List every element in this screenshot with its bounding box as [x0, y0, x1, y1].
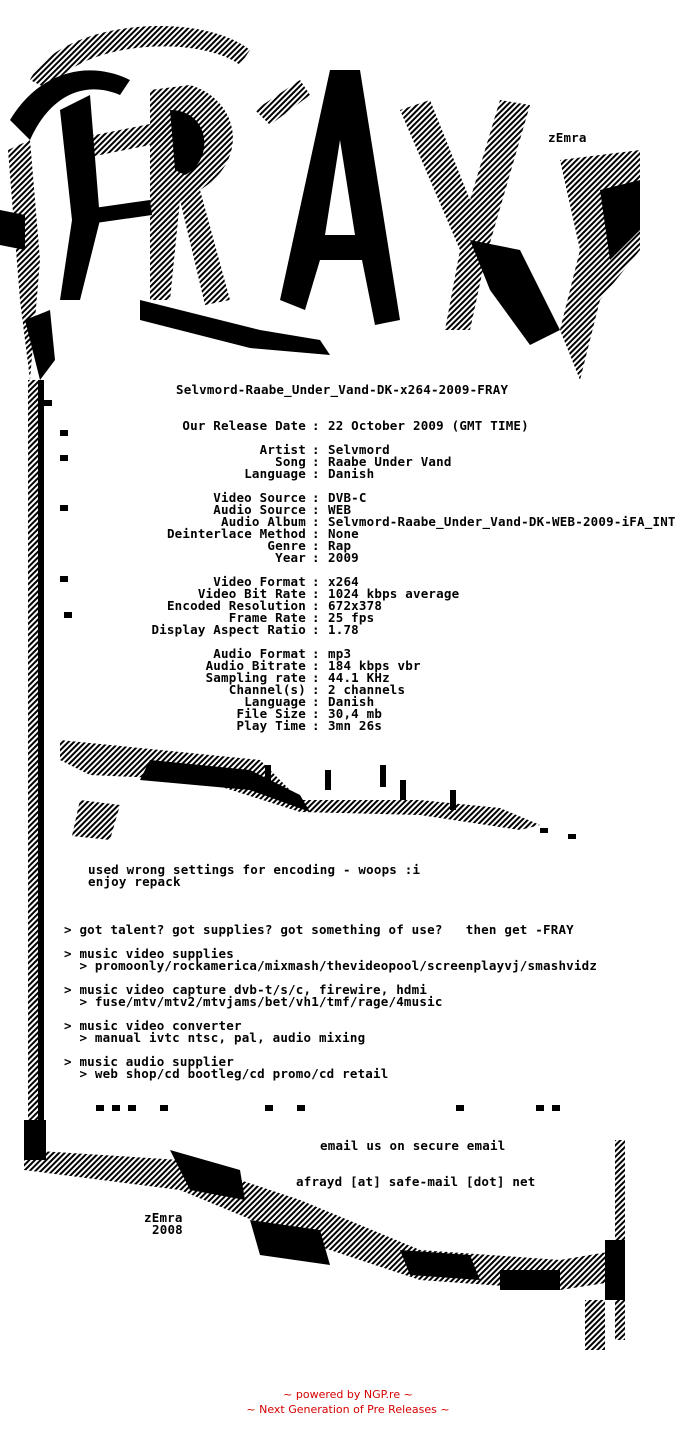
info-value: Selvmord-Raabe_Under_Vand-DK-WEB-2009-iFA_INT [328, 514, 676, 529]
info-separator: : [312, 550, 320, 565]
info-label: Audio Bitrate [205, 658, 306, 673]
info-label: Channel(s) [228, 682, 306, 697]
info-value: mp3 [328, 646, 352, 661]
info-label: Our Release Date [182, 418, 306, 433]
info-value: 22 October 2009 (GMT TIME) [328, 418, 529, 433]
info-value: Rap [328, 538, 352, 553]
promo-item-detail: > manual ivtc ntsc, pal, audio mixing [64, 1030, 366, 1045]
info-value: Danish [328, 466, 375, 481]
info-value: x264 [328, 574, 359, 589]
info-value: 1024 kbps average [328, 586, 460, 601]
info-value: 1.78 [328, 622, 359, 637]
info-separator: : [312, 538, 320, 553]
signature-bottom-name: zEmra [144, 1210, 183, 1225]
info-label: Deinterlace Method [166, 526, 306, 541]
contact-line-2: afrayd [at] safe-mail [dot] net [296, 1174, 536, 1189]
info-separator: : [312, 514, 320, 529]
info-label: Frame Rate [228, 610, 306, 625]
info-label: Language [244, 466, 306, 481]
info-label: Audio Source [213, 502, 306, 517]
info-separator: : [312, 706, 320, 721]
fray-logo [0, 26, 640, 380]
info-separator: : [312, 682, 320, 697]
info-label: File Size [236, 706, 306, 721]
footer-powered-by: ~ powered by NGP.re ~ [283, 1388, 413, 1401]
info-value: 25 fps [328, 610, 375, 625]
info-label: Audio Album [221, 514, 306, 529]
info-label: Encoded Resolution [166, 598, 306, 613]
info-value: DVB-C [328, 490, 367, 505]
info-label: Artist [259, 442, 306, 457]
info-label: Video Source [213, 490, 306, 505]
info-value: 672x378 [328, 598, 383, 613]
promo-item-detail: > promoonly/rockamerica/mixmash/thevideopool/screenplayvj/smashvidz [64, 958, 598, 973]
info-separator: : [312, 526, 320, 541]
info-label: Display Aspect Ratio [151, 622, 306, 637]
info-label: Year [275, 550, 306, 565]
info-label: Audio Format [213, 646, 306, 661]
info-separator: : [312, 586, 320, 601]
contact-line-1: email us on secure email [320, 1138, 506, 1153]
info-value: 3mn 26s [328, 718, 383, 733]
info-separator: : [312, 574, 320, 589]
info-separator: : [312, 418, 320, 433]
info-separator: : [312, 670, 320, 685]
info-separator: : [312, 718, 320, 733]
signature-top: zEmra [548, 130, 587, 145]
info-value: 2009 [328, 550, 359, 565]
info-separator: : [312, 658, 320, 673]
info-separator: : [312, 694, 320, 709]
info-separator: : [312, 646, 320, 661]
info-separator: : [312, 610, 320, 625]
info-label: Play Time [236, 718, 306, 733]
info-separator: : [312, 598, 320, 613]
info-value: Danish [328, 694, 375, 709]
notes-line-2: enjoy repack [88, 874, 181, 889]
info-value: 2 channels [328, 682, 406, 697]
info-value: Raabe Under Vand [328, 454, 452, 469]
info-separator: : [312, 454, 320, 469]
info-label: Sampling rate [205, 670, 306, 685]
promo-item-title: > music video converter [64, 1018, 242, 1033]
footer-tagline: ~ Next Generation of Pre Releases ~ [246, 1403, 450, 1416]
promo-item-title: > music audio supplier [64, 1054, 234, 1069]
promo-item-title: > music video supplies [64, 946, 234, 961]
release-name: Selvmord-Raabe_Under_Vand-DK-x264-2009-FRAY [176, 382, 509, 397]
promo-item-title: > music video capture dvb-t/s/c, firewire, hdmi [64, 982, 428, 997]
info-value: Selvmord [328, 442, 390, 457]
info-value: 184 kbps vbr [328, 658, 421, 673]
info-label: Song [275, 454, 306, 469]
promo-item-detail: > web shop/cd bootleg/cd promo/cd retail [64, 1066, 389, 1081]
info-separator: : [312, 502, 320, 517]
info-label: Video Format [213, 574, 306, 589]
info-label: Video Bit Rate [197, 586, 306, 601]
promo-headline: > got talent? got supplies? got something of use? then get -FRAY [64, 922, 574, 937]
info-separator: : [312, 442, 320, 457]
notes-line-1: used wrong settings for encoding - woops :i [88, 862, 421, 877]
info-value: WEB [328, 502, 352, 517]
middle-ornament [60, 740, 576, 840]
info-value: 44.1 KHz [328, 670, 390, 685]
info-value: 30,4 mb [328, 706, 383, 721]
info-label: Genre [267, 538, 306, 553]
promo-item-detail: > fuse/mtv/mtv2/mtvjams/bet/vh1/tmf/rage/4music [64, 994, 443, 1009]
info-value: None [328, 526, 359, 541]
info-separator: : [312, 466, 320, 481]
info-separator: : [312, 622, 320, 637]
signature-bottom-year: 2008 [152, 1222, 183, 1237]
info-separator: : [312, 490, 320, 505]
info-label: Language [244, 694, 306, 709]
